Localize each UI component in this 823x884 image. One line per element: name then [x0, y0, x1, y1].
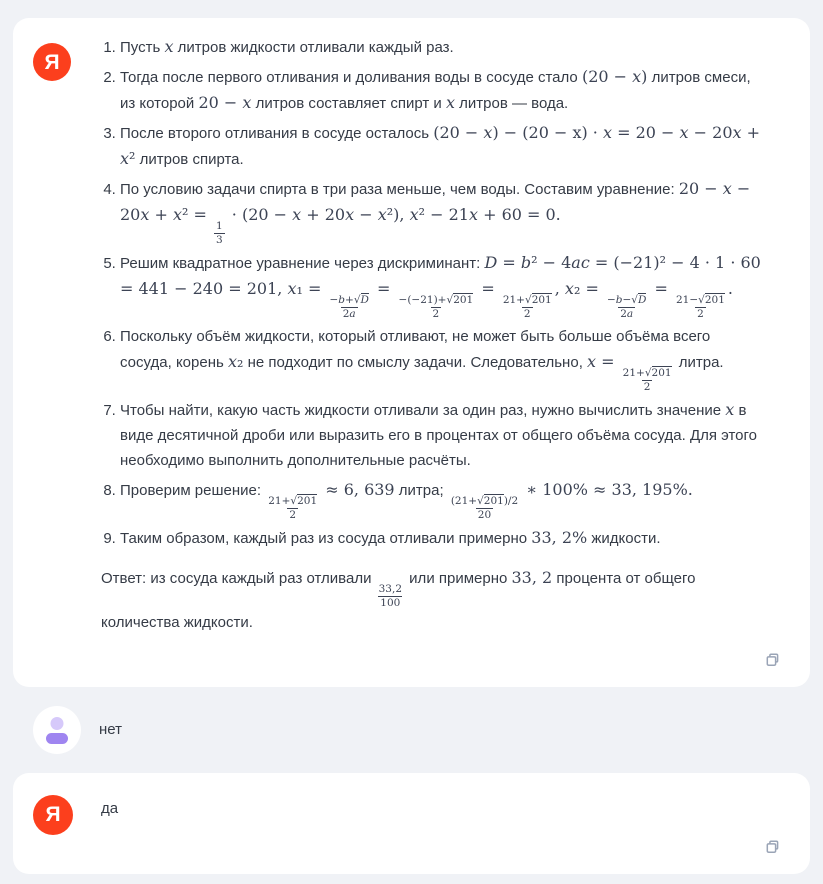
solution-step: 6. Поскольку объём жидкости, который отливают, не может быть больше объёма всего сосуда, корень x₂ не подходит по смыслу задачи. Следовательно, x = $\frac{21+√201}{2}$ литра.: [120, 324, 764, 393]
assistant-avatar: [33, 43, 71, 81]
answer-paragraph: Ответ: из сосуда каждый раз отливали $\frac{33,2}{100}$ или примерно 33, 2 процента от общего количества жидкости.: [101, 568, 696, 631]
copy-icon: [763, 650, 782, 669]
yandex-logo-icon: Я: [44, 50, 60, 74]
solution-step: 4. По условию задачи спирта в три раза меньше, чем воды. Составим уравнение: 20 − x − 20x + x² = $\frac{1}{3}$ · (20 − x + 20x − x²), x² − 21x + 60 = 0.: [120, 176, 764, 246]
assistant-message-card: [13, 18, 810, 687]
copy-button[interactable]: [761, 835, 784, 858]
person-icon: [51, 717, 64, 730]
solution-list: [101, 34, 764, 551]
chat-page: [0, 18, 823, 884]
solution-step: 7. Чтобы найти, какую часть жидкости отливали за один раз, нужно вычислить значение x в виде десятичной дроби или выразить его в процентах от общего объёма сосуда. Для этого необходимо выполнить дополнительные расчёты.: [120, 397, 764, 473]
solution-step: 2. Тогда после первого отливания и доливания воды в сосуде стало (20 − x) литров смеси, из которой 20 − x литров составляет спирт и x литров — вода.: [120, 64, 764, 116]
assistant-message-text: да: [101, 799, 119, 817]
person-icon-body: [46, 733, 68, 744]
user-message-text: нет: [99, 721, 122, 739]
solution-step: 1. Пусть x литров жидкости отливали каждый раз.: [120, 34, 764, 60]
yandex-logo-icon: Я: [45, 803, 61, 827]
copy-icon: [763, 837, 782, 856]
solution-step: 3. После второго отливания в сосуде осталось (20 − x) − (20 − х) · x = 20 − x − 20x + x² литров спирта.: [120, 120, 764, 172]
solution-step: 9. Таким образом, каждый раз из сосуда отливали примерно 33, 2% жидкости.: [120, 525, 764, 551]
user-avatar: [33, 706, 81, 754]
copy-button[interactable]: [761, 648, 784, 671]
assistant-avatar: [33, 795, 73, 835]
solution-step: 5. Решим квадратное уравнение через дискриминант: D = b² − 4ac = (−21)² − 4 · 1 · 60 = 441 − 240 = 201, x₁ = $\frac{-b+√D}{2a}$ = $\frac{-(-21)+√201}{2}$ = $\frac{21+√201}{2}$ , x₂ = $\frac{-b-√D}{2a}$ = $\frac{21-√201}{2}$ .: [120, 250, 764, 320]
solution-step: 8. Проверим решение: $\frac{21+√201}{2}$ ≈ 6, 639 литра; $\frac{(21+√201)/2}{20}$ ∗ 100% ≈ 33, 195%.: [120, 477, 764, 521]
assistant-message-card-2: [13, 773, 810, 874]
page-bottom-spacer: [0, 874, 823, 884]
user-message-row: [13, 706, 810, 754]
